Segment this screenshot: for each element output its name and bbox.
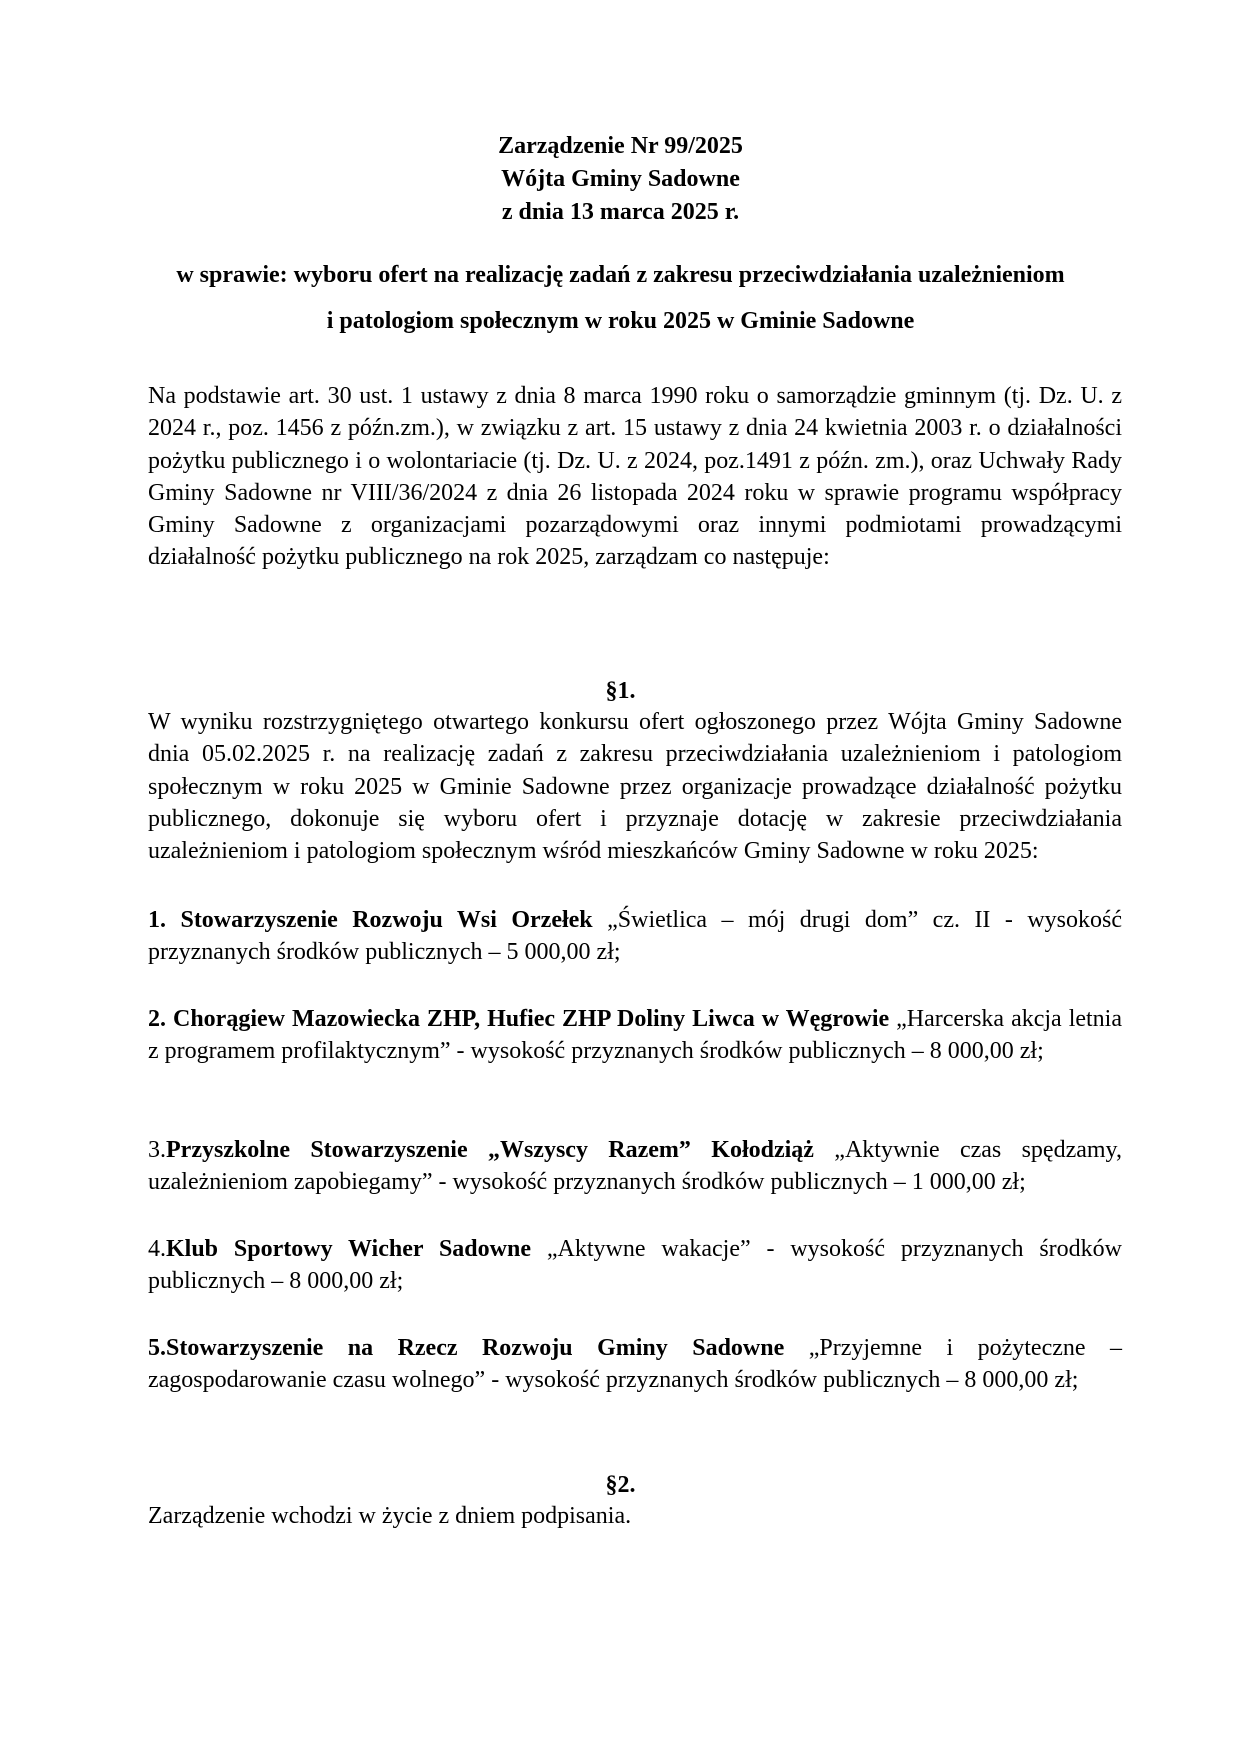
item-details: „Przyjemne i pożyteczne – zagospodarowanie czasu wolnego” - wysokość przyznanych środków publicznych – 8 000,00 zł;	[148, 1335, 1123, 1394]
header-date: z dnia 13 marca 2025 r.	[501, 199, 740, 225]
item-details: „Harcerska akcja letnia z programem profilaktycznym” - wysokość przyznanych środków publicznych – 8 000,00 zł;	[148, 1006, 1123, 1065]
section-2-text: Zarządzenie wchodzi w życie z dniem podpisania.	[148, 1503, 632, 1529]
item-number: 3.	[148, 1137, 166, 1163]
item-number: 1.	[148, 907, 166, 933]
list-item	[148, 1134, 1122, 1199]
header-title: Zarządzenie Nr 99/2025	[498, 133, 743, 159]
section-2-mark: §2.	[605, 1472, 636, 1498]
item-number: 5.	[148, 1335, 166, 1361]
list-item	[148, 1332, 1122, 1397]
item-details: „Aktywnie czas spędzamy, uzależnieniom zapobiegamy” - wysokość przyznanych środków publicznych – 1 000,00 zł;	[148, 1137, 1122, 1196]
item-number: 2.	[148, 1006, 166, 1032]
section-1-text: W wyniku rozstrzygniętego otwartego konkursu ofert ogłoszonego przez Wójta Gminy Sadowne dnia 05.02.2025 r. na realizację zadań z zakresu przeciwdziałania uzależnieniom i patologiom społecznym w roku 2025 w Gminie Sadowne przez organizacje prowadzące działalność pożytku publicznego, dokonuje się wyboru ofert i przyznaje dotację w zakresie przeciwdziałania uzależnieniom i patologiom społecznym wśród mieszkańców Gminy Sadowne w roku 2025:	[148, 709, 1122, 865]
list-item	[148, 1003, 1122, 1068]
header-issuer: Wójta Gminy Sadowne	[501, 166, 740, 192]
document-header	[0, 130, 1241, 229]
item-organization: Klub Sportowy Wicher Sadowne	[166, 1236, 531, 1262]
section-1-mark: §1.	[605, 678, 636, 704]
item-organization: Chorągiew Mazowiecka ZHP, Hufiec ZHP Doliny Liwca w Węgrowie	[173, 1006, 890, 1032]
subject-line-1: w sprawie: wyboru ofert na realizację zadań z zakresu przeciwdziałania uzależnieniom	[176, 262, 1065, 288]
item-details: „Aktywne wakacje” - wysokość przyznanych środków publicznych – 8 000,00 zł;	[148, 1236, 1122, 1295]
list-item	[148, 904, 1122, 969]
item-number: 4.	[148, 1236, 166, 1262]
item-details: „Świetlica – mój drugi dom” cz. II - wysokość przyznanych środków publicznych – 5 000,00 zł;	[148, 907, 1123, 966]
preamble-paragraph: Na podstawie art. 30 ust. 1 ustawy z dnia 8 marca 1990 roku o samorządzie gminnym (tj. Dz. U. z 2024 r., poz. 1456 z późn.zm.), w związku z art. 15 ustawy z dnia 24 kwietnia 2003 r. o działalności pożytku publicznego i o wolontariacie (tj. Dz. U. z 2024, poz.1491 z późn. zm.), oraz Uchwały Rady Gminy Sadowne nr VIII/36/2024 z dnia 26 listopada 2024 roku w sprawie programu współpracy Gminy Sadowne z organizacjami pozarządowymi oraz innymi podmiotami prowadzącymi działalność pożytku publicznego na rok 2025, zarządzam co następuje:	[148, 383, 1122, 571]
list-item	[148, 1233, 1122, 1298]
item-organization: Stowarzyszenie Rozwoju Wsi Orzełek	[180, 907, 593, 933]
subject-line-2: i patologiom społecznym w roku 2025 w Gminie Sadowne	[326, 308, 915, 334]
item-organization: Stowarzyszenie na Rzecz Rozwoju Gminy Sadowne	[166, 1335, 785, 1361]
item-organization: Przyszkolne Stowarzyszenie „Wszyscy Razem” Kołodziąż	[166, 1137, 814, 1163]
